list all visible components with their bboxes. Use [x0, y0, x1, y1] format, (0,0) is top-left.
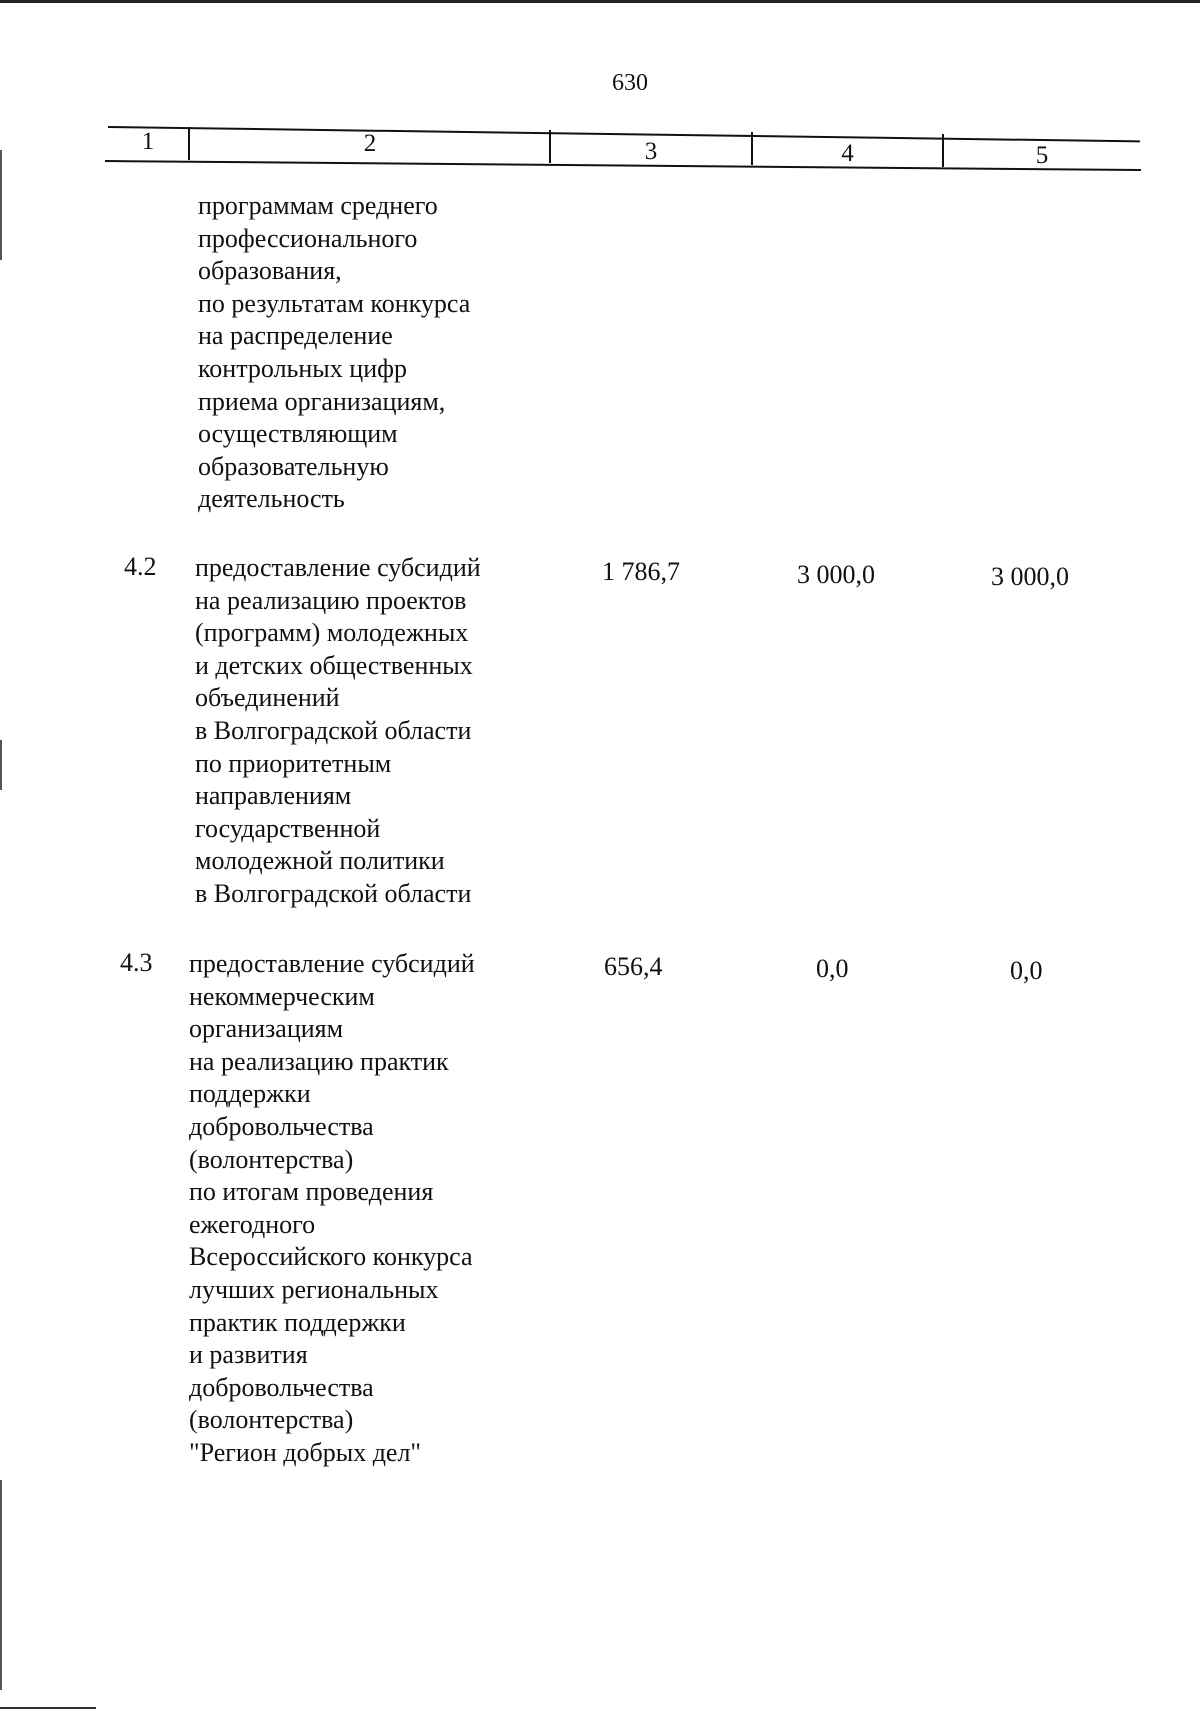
text-line: некоммерческим [189, 981, 375, 1011]
header-col-1: 1 [141, 128, 155, 155]
text-line: и детских общественных [195, 650, 473, 680]
text-line: объединений [195, 683, 340, 713]
row-description [195, 552, 481, 911]
text-line: профессионального [198, 223, 418, 253]
scan-edge-top [0, 0, 1200, 3]
text-line: "Регион добрых дел" [189, 1437, 422, 1467]
text-line: на реализацию проектов [195, 585, 467, 615]
text-line: организациям [189, 1014, 344, 1044]
continuation-text [198, 190, 470, 516]
text-line: на реализацию практик [189, 1046, 449, 1076]
value-col-5: 3 000,0 [991, 562, 1069, 591]
text-line: приема организациям, [198, 386, 446, 416]
text-line: по приоритетным [195, 748, 392, 778]
scan-edge-left [0, 740, 2, 790]
text-line: по результатам конкурса [198, 288, 471, 318]
text-line: практик поддержки [189, 1307, 406, 1337]
header-col-5: 5 [1035, 142, 1049, 169]
text-line: предоставление субсидий [195, 553, 481, 582]
value-col-4: 0,0 [816, 954, 849, 983]
text-line: добровольчества [189, 1372, 374, 1402]
text-line: на распределение [198, 321, 393, 351]
text-line: контрольных цифр [198, 353, 407, 383]
value-col-5: 0,0 [1010, 956, 1043, 985]
row-description [189, 948, 475, 1470]
text-line: Всероссийского конкурса [189, 1242, 473, 1272]
text-line: (волонтерства) [189, 1144, 354, 1174]
text-line: (программ) молодежных [195, 618, 469, 648]
text-line: (волонтерства) [189, 1405, 354, 1435]
text-line: осуществляющим [198, 419, 398, 449]
header-col-4: 4 [841, 140, 854, 167]
text-line: в Волгоградской области [195, 715, 472, 745]
row-number: 4.2 [124, 552, 157, 581]
header-col-2: 2 [363, 130, 377, 157]
text-line: предоставление субсидий [189, 949, 475, 978]
value-col-4: 3 000,0 [797, 560, 875, 589]
text-line: ежегодного [189, 1209, 316, 1239]
page-number: 630 [612, 70, 648, 96]
text-line: добровольчества [189, 1111, 374, 1141]
scan-edge-left [0, 1480, 2, 1690]
text-line: деятельность [198, 484, 345, 514]
text-line: государственной [195, 813, 381, 843]
text-line: программам среднего [198, 191, 438, 220]
scan-edge-bottom [0, 1707, 96, 1709]
text-line: и развития [189, 1340, 308, 1370]
header-col-3: 3 [644, 138, 658, 165]
value-col-3: 1 786,7 [602, 557, 680, 586]
row-number: 4.3 [120, 948, 153, 977]
text-line: в Волгоградской области [195, 878, 472, 908]
text-line: поддержки [189, 1079, 311, 1109]
text-line: направлениям [195, 781, 352, 811]
text-line: образовательную [198, 451, 389, 481]
text-line: лучших региональных [189, 1274, 439, 1304]
text-line: образования, [198, 256, 342, 286]
text-line: по итогам проведения [189, 1177, 434, 1207]
value-col-3: 656,4 [604, 952, 663, 981]
text-line: молодежной политики [195, 846, 445, 876]
scan-edge-left [0, 150, 2, 260]
